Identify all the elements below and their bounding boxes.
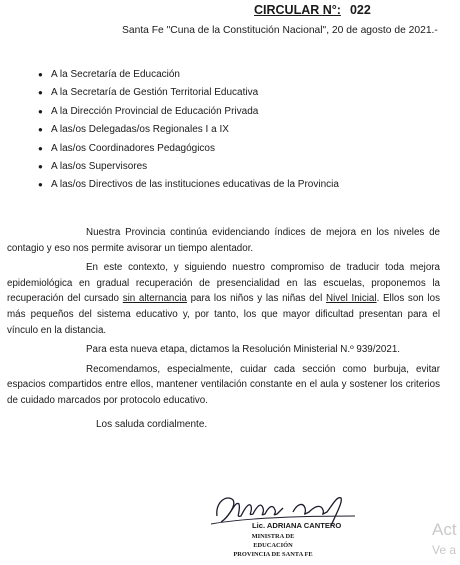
recipients-list bbox=[38, 66, 339, 195]
bullet-icon: ● bbox=[38, 161, 43, 171]
underlined-phrase: Nivel Inicial bbox=[326, 293, 377, 305]
paragraph-3: Para esta nueva etapa, dictamos la Resolución Ministerial N.º 939/2021. bbox=[86, 344, 400, 356]
recipient-item: ● A las/os Delegadas/os Regionales I a IX bbox=[38, 121, 339, 139]
signatory-name: Lic. ADRIANA CANTERO bbox=[252, 521, 342, 530]
bullet-icon: ● bbox=[38, 106, 43, 116]
recipient-item: ● A las/os Coordinadores Pedagógicos bbox=[38, 140, 339, 158]
letter-body bbox=[7, 225, 440, 413]
bullet-icon: ● bbox=[38, 70, 43, 79]
underlined-phrase: sin alternancia bbox=[122, 293, 187, 305]
watermark-line-1: Act bbox=[432, 520, 457, 539]
bullet-icon: ● bbox=[38, 88, 43, 98]
dateline: Santa Fe "Cuna de la Constitución Nacional", 20 de agosto de 2021.- bbox=[122, 25, 438, 36]
closing-line: Los saluda cordialmente. bbox=[96, 419, 208, 430]
circular-number: 022 bbox=[349, 3, 371, 17]
paragraph-1: Nuestra Provincia continúa evidenciando índices de mejora en los niveles de contagio y eso nos permite avisorar un tiempo alentador. bbox=[7, 227, 440, 254]
paragraph-2: En este contexto, y siguiendo nuestro compromiso de traducir toda mejora epidemiológica en gradual recuperación de presencialidad en las escuelas, proponemos la recuperación del cursado sin alternancia para los niños y las niñas del Nivel Inicial. Ellos son los más pequeños del sistema educativo y, por tanto, los que mayor dificultad presentan para el vínculo en la distancia. bbox=[7, 262, 440, 336]
signatory-role: MINISTRA DE EDUCACIÓN PROVINCIA DE SANTA FE bbox=[233, 533, 313, 558]
recipient-item: ● A las/os Directivos de las instituciones educativas de la Provincia bbox=[38, 176, 339, 194]
bullet-icon: ● bbox=[38, 143, 43, 153]
recipient-item: ● A la Dirección Provincial de Educación Privada bbox=[38, 103, 339, 121]
recipient-item: ● A la Secretaría de Gestión Territorial Educativa bbox=[38, 84, 339, 102]
activation-watermark bbox=[432, 519, 457, 561]
circular-heading bbox=[254, 3, 371, 17]
circular-label: CIRCULAR N°: bbox=[254, 3, 341, 17]
bullet-icon: ● bbox=[38, 180, 43, 190]
bullet-icon: ● bbox=[38, 125, 43, 135]
recipient-item: ● A las/os Supervisores bbox=[38, 158, 339, 176]
watermark-line-2: Ve a bbox=[432, 543, 457, 557]
recipient-item: ● A la Secretaría de Educación bbox=[38, 66, 339, 84]
paragraph-4: Recomendamos, especialmente, cuidar cada sección como burbuja, evitar espacios compartidos entre ellos, mantener ventilación constante en el aula y sostener los criterios de cuidado marcados por protocolo educativo. bbox=[7, 363, 440, 406]
